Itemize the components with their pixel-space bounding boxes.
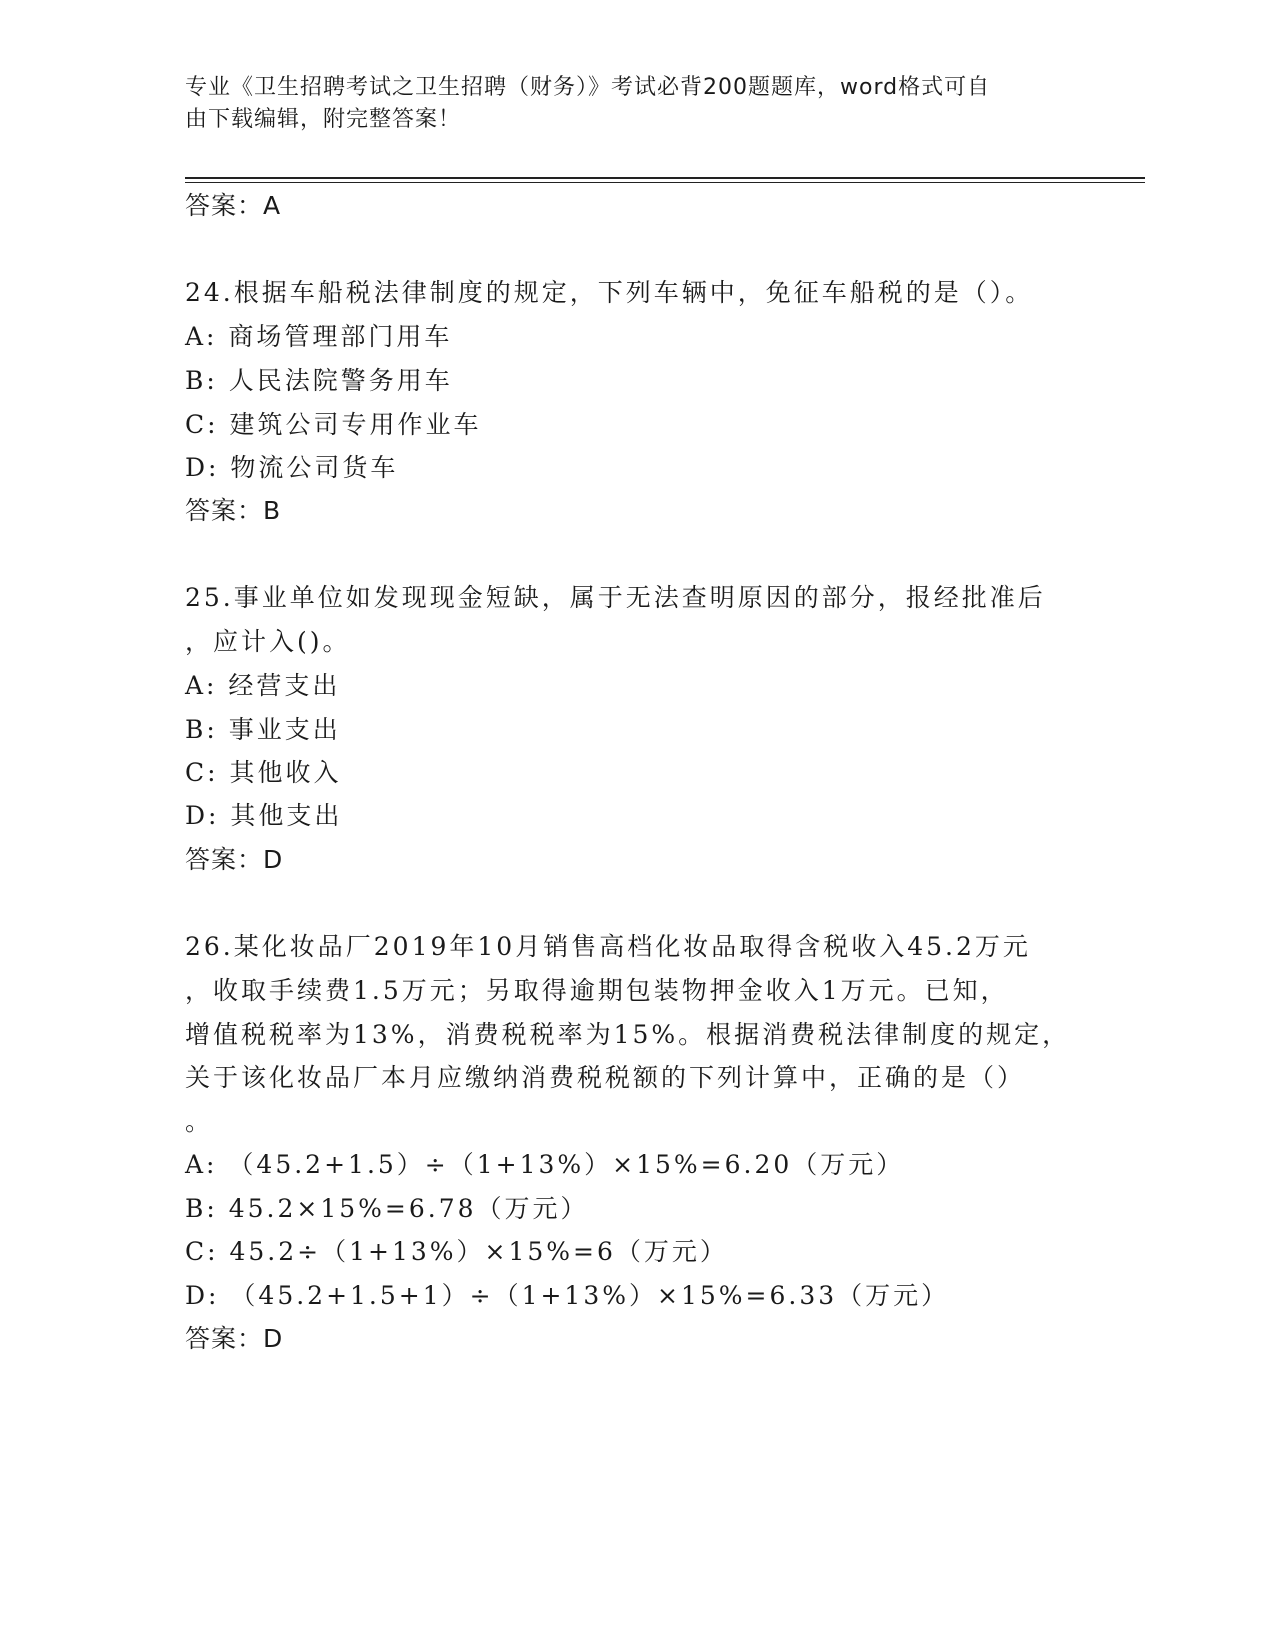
question-26-option-b: B: 45.2×15%=6.78（万元）	[185, 1194, 589, 1223]
header-line-1: 专业《卫生招聘考试之卫生招聘（财务）》考试必背200题题库，word格式可自	[185, 75, 991, 100]
question-25-answer: 答案：D	[185, 845, 284, 874]
question-26-stem-line-2: ，收取手续费1.5万元；另取得逾期包装物押金收入1万元。已知，	[185, 976, 1009, 1005]
header-line-2: 由下载编辑，附完整答案！	[185, 107, 462, 132]
question-24-option-d: D: 物流公司货车	[185, 453, 399, 482]
question-25-option-a: A: 经营支出	[185, 671, 341, 700]
question-24-option-b: B: 人民法院警务用车	[185, 366, 453, 395]
question-26-stem-line-5: 。	[185, 1107, 214, 1136]
question-24-stem: 24.根据车船税法律制度的规定，下列车辆中，免征车船税的是（）。	[185, 278, 1034, 307]
question-24-answer: 答案：B	[185, 496, 282, 525]
question-24-option-a: A: 商场管理部门用车	[185, 322, 453, 351]
question-25-stem-line-2: ，应计入()。	[185, 627, 351, 656]
question-25-option-b: B: 事业支出	[185, 715, 341, 744]
question-26-option-c: C: 45.2÷（1+13%）×15%=6（万元）	[185, 1237, 728, 1266]
document-header	[185, 72, 1065, 136]
previous-answer: 答案：A	[185, 191, 282, 220]
question-26-stem-line-4: 关于该化妆品厂本月应缴纳消费税税额的下列计算中，正确的是（）	[185, 1063, 1026, 1092]
question-25-option-d: D: 其他支出	[185, 801, 343, 830]
question-26-answer: 答案：D	[185, 1324, 284, 1353]
question-25-stem-line-1: 25.事业单位如发现现金短缺，属于无法查明原因的部分，报经批准后	[185, 583, 1046, 612]
question-24-option-c: C: 建筑公司专用作业车	[185, 410, 482, 439]
header-divider-thick	[185, 177, 1145, 179]
question-26-stem-line-3: 增值税税率为13%，消费税税率为15%。根据消费税法律制度的规定，	[185, 1020, 1071, 1049]
question-26-option-a: A: （45.2+1.5）÷（1+13%）×15%=6.20（万元）	[185, 1150, 905, 1179]
question-25-option-c: C: 其他收入	[185, 758, 342, 787]
header-divider-thin	[185, 182, 1145, 183]
question-26-stem-line-1: 26.某化妆品厂2019年10月销售高档化妆品取得含税收入45.2万元	[185, 932, 1031, 961]
question-26-option-d: D: （45.2+1.5+1）÷（1+13%）×15%=6.33（万元）	[185, 1281, 950, 1310]
